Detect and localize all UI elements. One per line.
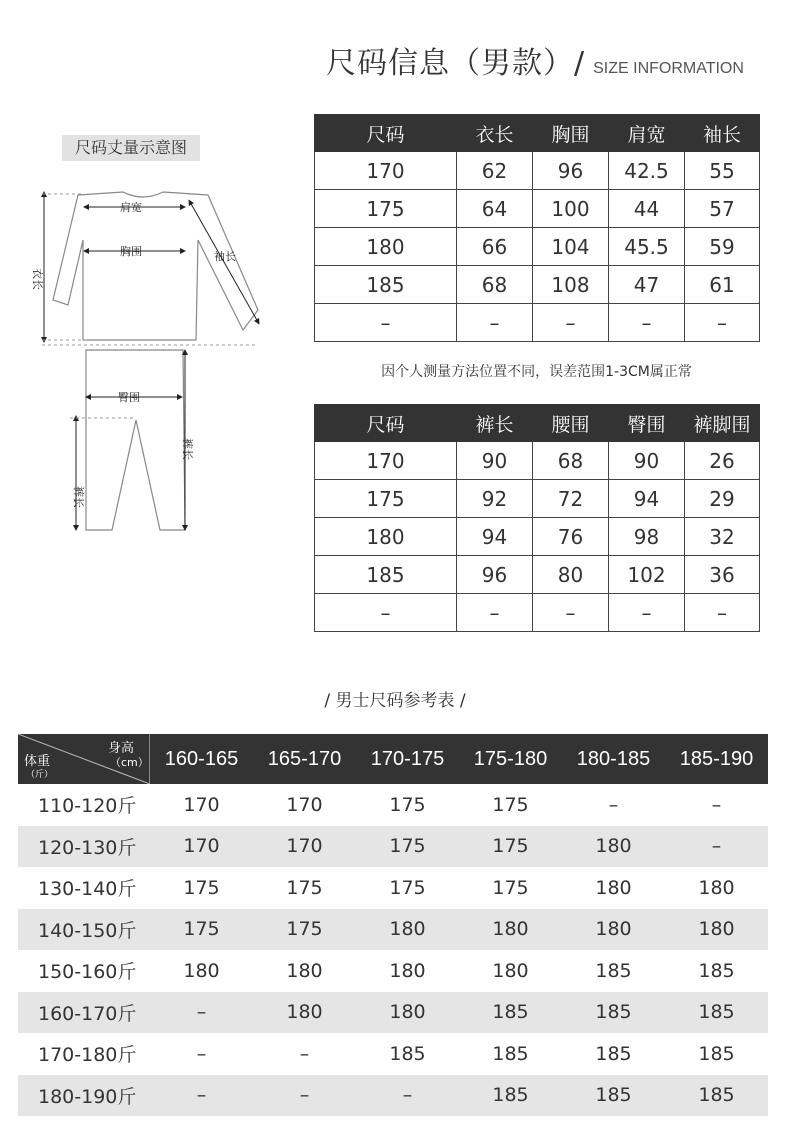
table-cell: – [711, 793, 722, 816]
weight-cell: 180-190斤 [38, 1085, 137, 1108]
reference-table [18, 734, 768, 1116]
table-cell: 180 [389, 918, 426, 941]
corner-weight-label: 体重 [24, 754, 51, 769]
table-cell: – [196, 1001, 207, 1024]
table-cell: 102 [609, 556, 685, 594]
table-cell: 100 [533, 190, 609, 228]
reference-corner-cell [18, 734, 150, 784]
pants-outline [86, 350, 185, 530]
table-cell: 76 [533, 518, 609, 556]
table-cell: 175 [286, 876, 323, 899]
table-cell: 180 [286, 959, 323, 982]
table-cell: 57 [685, 190, 760, 228]
table-cell: – [457, 594, 533, 632]
table-row [315, 266, 760, 304]
table-cell: 59 [685, 228, 760, 266]
height-column-header: 160-165 [164, 747, 239, 770]
table-cell: 175 [183, 918, 220, 941]
table-cell: 170 [286, 793, 323, 816]
table-row [18, 1033, 768, 1075]
table-row [315, 190, 760, 228]
diagram-pants-length-label: 裤长 [181, 438, 194, 460]
table-cell: – [196, 1042, 207, 1065]
table-cell: 29 [685, 480, 760, 518]
height-column-header: 180-185 [576, 747, 651, 770]
table-cell: 180 [183, 959, 220, 982]
measurement-note: 因个人测量方法位置不同，误差范围1-3CM属正常 [381, 364, 692, 380]
table-row [315, 442, 760, 480]
table-cell: 92 [457, 480, 533, 518]
table-cell: 185 [595, 959, 632, 982]
table-cell: 170 [315, 442, 457, 480]
col-header: 衣长 [457, 115, 533, 152]
col-header: 袖长 [685, 115, 760, 152]
table-cell: 185 [315, 266, 457, 304]
col-header: 臀围 [609, 405, 685, 442]
table-cell: – [685, 594, 760, 632]
table-row [18, 992, 768, 1034]
table-cell: – [685, 304, 760, 342]
page-title-cn: 尺码信息（男款）/ [326, 46, 586, 81]
page-title-en: SIZE INFORMATION [593, 60, 744, 77]
table-cell: – [315, 304, 457, 342]
table-cell: – [457, 304, 533, 342]
table-cell: 96 [533, 152, 609, 190]
table-cell: 98 [609, 518, 685, 556]
table-cell: 94 [457, 518, 533, 556]
table-cell: 55 [685, 152, 760, 190]
diagram-shoulder-label: 肩宽 [120, 201, 142, 214]
table-row [315, 228, 760, 266]
table-row [18, 1075, 768, 1117]
table-row [315, 152, 760, 190]
table-cell: 66 [457, 228, 533, 266]
diagram-sleeve-label: 袖长 [214, 250, 236, 263]
table-cell: – [533, 304, 609, 342]
table-cell: 175 [389, 876, 426, 899]
table-cell: 180 [492, 959, 529, 982]
diagram-hip-label: 臀围 [118, 391, 140, 404]
measurement-diagram [28, 180, 278, 540]
table-row [18, 826, 768, 868]
table-cell: 185 [315, 556, 457, 594]
table-cell: 180 [286, 1001, 323, 1024]
table-cell: 170 [183, 835, 220, 858]
height-column-header: 165-170 [267, 747, 342, 770]
table-cell: 175 [492, 793, 529, 816]
table-cell: 45.5 [609, 228, 685, 266]
table-cell: – [299, 1042, 310, 1065]
table-cell: 47 [609, 266, 685, 304]
table-header-row [315, 115, 760, 152]
table-cell: 180 [698, 918, 735, 941]
table-row [18, 909, 768, 951]
diagram-length-label: 衣长 [31, 268, 44, 290]
weight-cell: 130-140斤 [38, 878, 137, 901]
table-header-row [315, 405, 760, 442]
table-cell: 90 [609, 442, 685, 480]
table-cell: – [608, 793, 619, 816]
reference-title: / 男士尺码参考表 / [324, 691, 466, 711]
table-cell: 175 [389, 793, 426, 816]
weight-cell: 170-180斤 [38, 1044, 137, 1067]
weight-cell: 140-150斤 [38, 919, 137, 942]
height-column-header: 175-180 [473, 747, 548, 770]
table-cell: 175 [389, 835, 426, 858]
table-cell: 185 [698, 1084, 735, 1107]
table-row [18, 867, 768, 909]
diagram-label: 尺码丈量示意图 [62, 135, 200, 161]
table-cell: 96 [457, 556, 533, 594]
table-cell: 72 [533, 480, 609, 518]
col-header: 肩宽 [609, 115, 685, 152]
table-cell: – [315, 594, 457, 632]
top-size-table [314, 114, 760, 342]
table-cell: 175 [492, 876, 529, 899]
reference-header-row [18, 734, 768, 784]
table-row [18, 950, 768, 992]
table-cell: – [196, 1084, 207, 1107]
table-cell: 180 [698, 876, 735, 899]
table-cell: 26 [685, 442, 760, 480]
table-cell: – [609, 594, 685, 632]
table-row [18, 784, 768, 826]
table-cell: 175 [315, 480, 457, 518]
table-row [315, 556, 760, 594]
table-cell: 180 [315, 518, 457, 556]
table-cell: 62 [457, 152, 533, 190]
table-row [315, 594, 760, 632]
table-cell: 175 [286, 918, 323, 941]
table-cell: – [402, 1084, 413, 1107]
table-cell: 80 [533, 556, 609, 594]
table-cell: 170 [315, 152, 457, 190]
height-column-header: 170-175 [370, 747, 445, 770]
table-cell: 68 [533, 442, 609, 480]
table-cell: 180 [595, 918, 632, 941]
col-header: 尺码 [315, 115, 457, 152]
table-cell: 180 [315, 228, 457, 266]
shirt-outline [53, 192, 258, 340]
table-cell: 94 [609, 480, 685, 518]
corner-height-label: 身高 [108, 741, 135, 756]
table-cell: 42.5 [609, 152, 685, 190]
table-cell: 104 [533, 228, 609, 266]
table-cell: 180 [595, 876, 632, 899]
table-cell: 185 [492, 1001, 529, 1024]
corner-weight-unit: （斤） [26, 770, 54, 780]
table-cell: 180 [389, 1001, 426, 1024]
table-cell: – [711, 835, 722, 858]
table-cell: – [299, 1084, 310, 1107]
table-cell: 32 [685, 518, 760, 556]
table-cell: 185 [595, 1042, 632, 1065]
weight-cell: 120-130斤 [38, 836, 137, 859]
table-cell: 170 [183, 793, 220, 816]
table-cell: – [533, 594, 609, 632]
col-header: 尺码 [315, 405, 457, 442]
table-cell: 180 [492, 918, 529, 941]
table-cell: 175 [492, 835, 529, 858]
table-cell: 185 [698, 1042, 735, 1065]
diagram-inseam-label: 裤长 [72, 486, 85, 508]
col-header: 胸围 [533, 115, 609, 152]
col-header: 腰围 [533, 405, 609, 442]
table-cell: 185 [389, 1042, 426, 1065]
table-cell: 44 [609, 190, 685, 228]
table-cell: 64 [457, 190, 533, 228]
table-cell: 36 [685, 556, 760, 594]
table-cell: – [609, 304, 685, 342]
table-cell: 175 [315, 190, 457, 228]
page-title [326, 38, 744, 82]
height-column-header: 185-190 [679, 747, 754, 770]
table-cell: 175 [183, 876, 220, 899]
table-cell: 108 [533, 266, 609, 304]
table-row [315, 518, 760, 556]
table-cell: 185 [595, 1001, 632, 1024]
weight-cell: 150-160斤 [38, 961, 137, 984]
weight-cell: 160-170斤 [38, 1002, 137, 1025]
table-cell: 185 [698, 1001, 735, 1024]
table-cell: 68 [457, 266, 533, 304]
weight-cell: 110-120斤 [38, 795, 137, 818]
table-row [315, 304, 760, 342]
table-cell: 185 [595, 1084, 632, 1107]
table-cell: 180 [595, 835, 632, 858]
corner-height-unit: （cm） [110, 756, 149, 769]
col-header: 裤脚围 [685, 405, 760, 442]
table-cell: 185 [698, 959, 735, 982]
table-cell: 90 [457, 442, 533, 480]
table-cell: 170 [286, 835, 323, 858]
table-row [315, 480, 760, 518]
diagram-chest-label: 胸围 [120, 245, 142, 258]
bottom-size-table [314, 404, 760, 632]
table-cell: 61 [685, 266, 760, 304]
table-cell: 185 [492, 1084, 529, 1107]
table-cell: 180 [389, 959, 426, 982]
table-cell: 185 [492, 1042, 529, 1065]
col-header: 裤长 [457, 405, 533, 442]
